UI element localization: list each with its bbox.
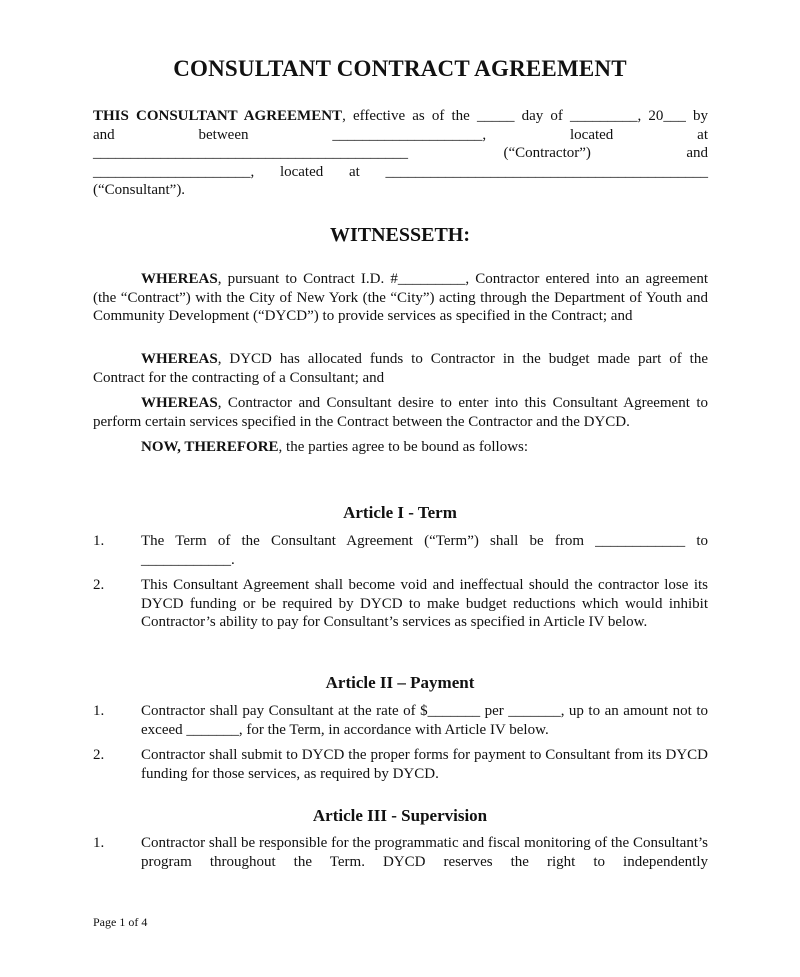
recital-4-lead: NOW, THEREFORE bbox=[141, 439, 279, 455]
intro-lead: THIS CONSULTANT AGREEMENT bbox=[93, 108, 343, 124]
page-number: Page 1 of 4 bbox=[93, 915, 148, 929]
article-3-heading: Article III - Supervision bbox=[312, 806, 488, 825]
recital-3-lead: WHEREAS bbox=[141, 395, 218, 411]
article-2-item-1-text: Contractor shall pay Consultant at the rate of $_______ per _______, up to an amount not to exceed _______, for the Term, in accordance with Article IV below. bbox=[141, 703, 708, 738]
recital-2-lead: WHEREAS bbox=[141, 351, 218, 367]
article-2-heading: Article II – Payment bbox=[325, 673, 475, 692]
article-1-item-1-text: The Term of the Consultant Agreement (“Term”) shall be from ____________ to ____________. bbox=[141, 533, 708, 568]
intro-line-5: (“Consultant”). bbox=[93, 182, 186, 198]
intro-line-1 bbox=[93, 107, 708, 126]
recital-4 bbox=[93, 438, 708, 457]
witnesseth-heading: WITNESSETH: bbox=[329, 224, 471, 246]
intro-line-4: _____________________, located at ___________________________________________ bbox=[93, 163, 708, 180]
article-1-item-2-text: This Consultant Agreement shall become void and ineffectual should the contractor lose its DYCD funding or be required by DYCD to make budget reductions which would inhibit Contractor’s ability to pay for Consultant’s services as specified in Article IV below. bbox=[141, 577, 708, 630]
document-title: CONSULTANT CONTRACT AGREEMENT bbox=[173, 56, 627, 81]
article-2-item-2-number: 2. bbox=[93, 747, 105, 763]
article-2-item-1-number: 1. bbox=[93, 703, 105, 719]
article-2-item-2-text: Contractor shall submit to DYCD the proper forms for payment to Consultant from its DYCD funding for those services, as required by DYCD. bbox=[141, 747, 708, 782]
recital-1-lead: WHEREAS bbox=[141, 271, 218, 287]
intro-line-1-text: , effective as of the _____ day of _________, 20___ by bbox=[342, 108, 709, 124]
article-1-item-2-number: 2. bbox=[93, 577, 105, 593]
recital-4-text: , the parties agree to be bound as follows: bbox=[278, 439, 529, 455]
article-3-item-1-text: Contractor shall be responsible for the programmatic and fiscal monitoring of the Consultant’s program throughout the Term. DYCD reserves the right to independently bbox=[141, 835, 708, 870]
recital-2 bbox=[93, 350, 708, 387]
recital-3 bbox=[93, 394, 708, 431]
article-1-item-1-number: 1. bbox=[93, 533, 105, 549]
recital-1 bbox=[93, 270, 708, 326]
intro-line-2: and between ____________________, located at bbox=[93, 126, 708, 143]
recital-3-text: , Contractor and Consultant desire to enter into this Consultant Agreement to perform certain services specified in the Contract between the Contractor and the DYCD. bbox=[93, 395, 708, 430]
recital-2-text: , DYCD has allocated funds to Contractor in the budget made part of the Contract for the contracting of a Consultant; and bbox=[93, 351, 708, 386]
article-3-item-1-number: 1. bbox=[93, 835, 105, 851]
recital-1-text: , pursuant to Contract I.D. #_________, Contractor entered into an agreement (the “Contract”) with the City of New York (the “City”) acting through the Department of Youth and Community Development (“DYCD”) to provide services as specified in the Contract; and bbox=[93, 271, 708, 324]
article-1-heading: Article I - Term bbox=[343, 503, 457, 522]
intro-line-3: __________________________________________ (“Contractor”) and bbox=[93, 145, 708, 161]
